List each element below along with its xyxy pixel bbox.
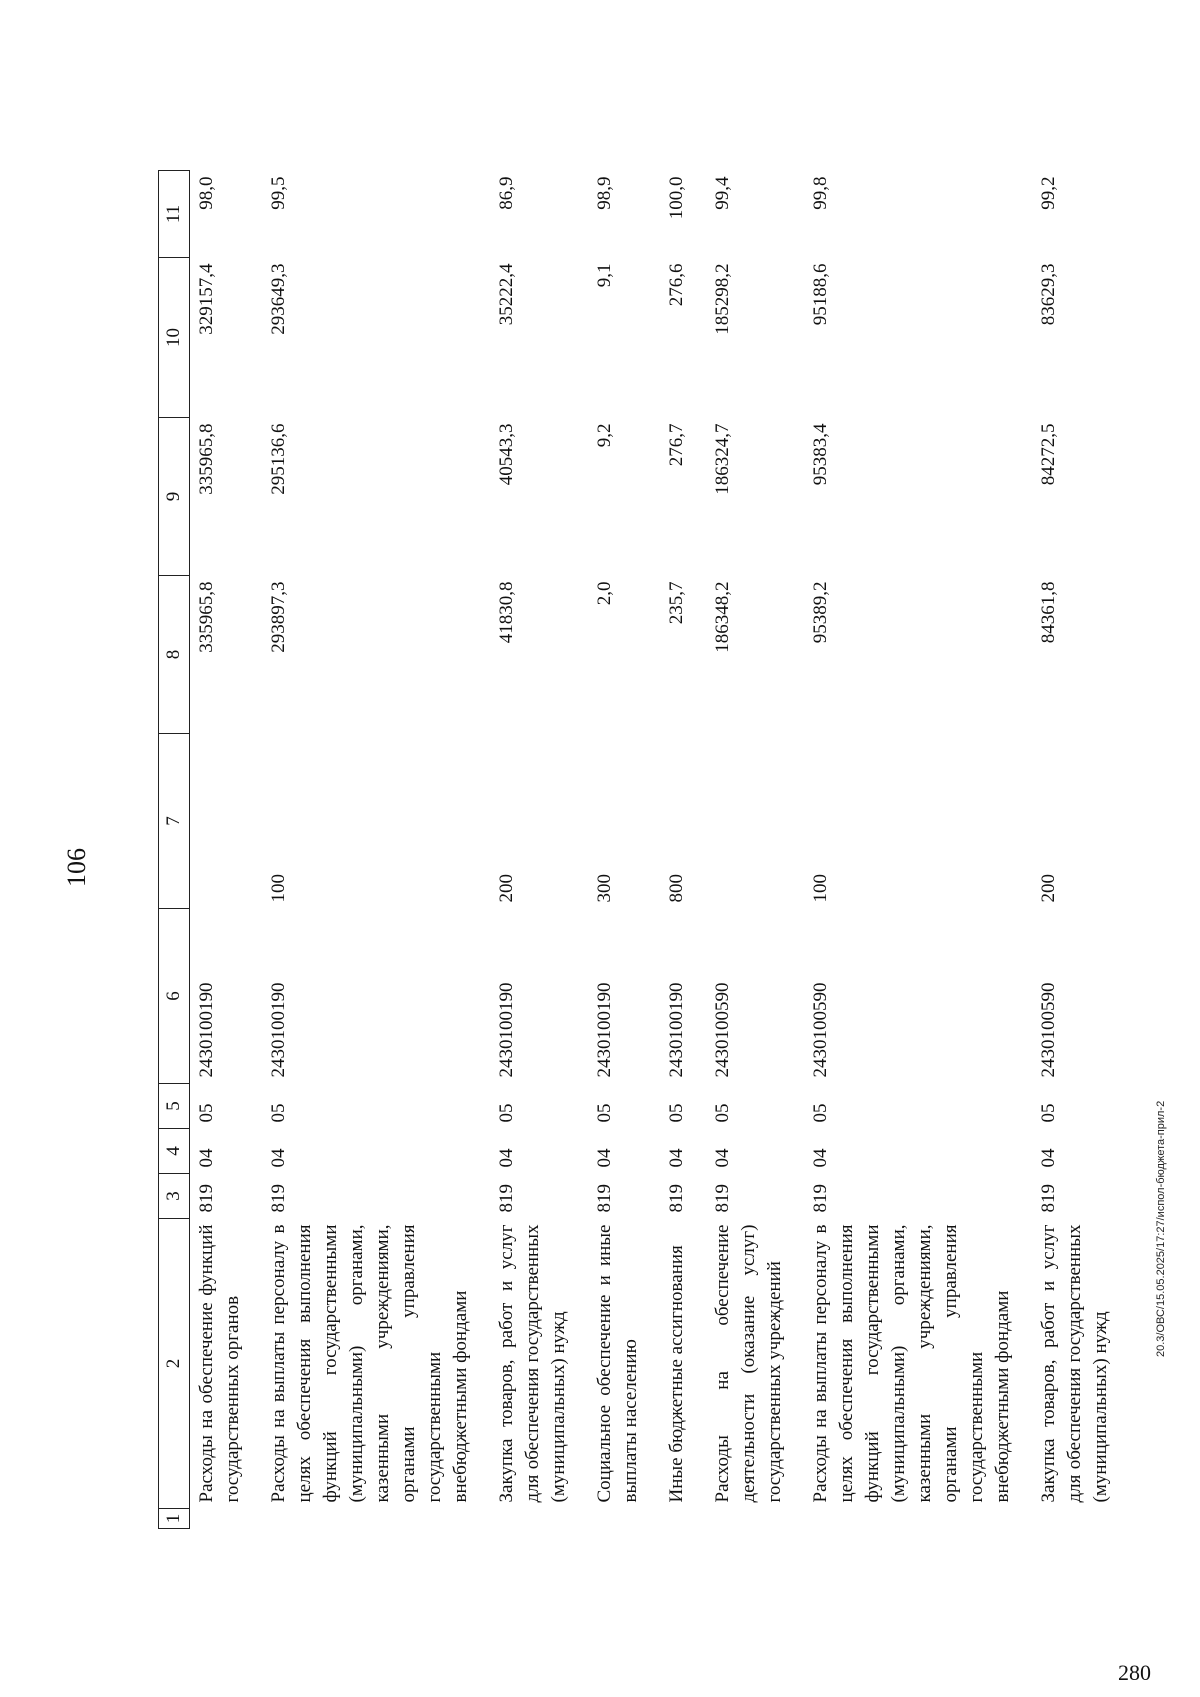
cell-c3: 819 [666, 1184, 687, 1213]
cell-c4: 04 [1038, 1148, 1059, 1168]
cell-c10: 293649,3 [268, 263, 289, 335]
row-description: Иные бюджетные ассигнования [666, 1245, 687, 1503]
cell-c5: 05 [496, 1103, 517, 1123]
cell-c3: 819 [810, 1184, 831, 1213]
cell-c6: 2430100590 [1038, 982, 1059, 1078]
cell-c11: 98,0 [196, 176, 217, 210]
row-description: Расходы на обеспечение деятельности (оказание услуг) государственных учреждений [712, 1224, 785, 1503]
footer-file-path: 20.3/ОВС/15.05.2025/17:27/испол-бюджета-прил-2 [1155, 1100, 1167, 1357]
cell-c6: 2430100590 [810, 982, 831, 1078]
cell-c11: 98,9 [594, 176, 615, 210]
cell-c3: 819 [196, 1184, 217, 1213]
cell-c7: 800 [666, 874, 687, 903]
col-header-5: 5 [159, 1084, 190, 1129]
cell-c10: 95188,6 [810, 263, 831, 326]
row-description: Социальное обеспечение и иные выплаты населению [594, 1224, 641, 1503]
cell-c8: 293897,3 [268, 581, 289, 653]
cell-c9: 186324,7 [712, 423, 733, 495]
col-header-3: 3 [159, 1174, 190, 1219]
table-row [490, 171, 588, 1529]
cell-c7: 100 [810, 874, 831, 903]
cell-c7 [706, 734, 804, 909]
col-header-9: 9 [159, 418, 190, 576]
cell-c10: 35222,4 [496, 263, 517, 326]
cell-c11: 99,8 [810, 176, 831, 210]
cell-c3: 819 [594, 1184, 615, 1213]
col-header-11: 11 [159, 171, 190, 258]
cell-c5: 05 [268, 1103, 289, 1123]
cell-c9: 276,7 [666, 423, 687, 467]
cell-c6: 2430100190 [196, 982, 217, 1078]
cell-c5: 05 [196, 1103, 217, 1123]
cell-c4: 04 [268, 1148, 289, 1168]
table-row [190, 171, 263, 1529]
cell-c4: 04 [712, 1148, 733, 1168]
row-description: Расходы на выплаты персоналу в целях обеспечения выполнения функций государственными (муниципальными) органами, казенными учреждениями, органами управления государственными внебюджетными фондами [810, 1224, 1013, 1503]
cell-c8: 2,0 [594, 581, 615, 606]
cell-c3: 819 [1038, 1184, 1059, 1213]
cell-c4: 04 [594, 1148, 615, 1168]
cell-c9: 335965,8 [196, 423, 217, 495]
col-header-1: 1 [159, 1509, 190, 1529]
header-row [159, 171, 190, 1529]
cell-c8: 84361,8 [1038, 581, 1059, 644]
cell-c3: 819 [712, 1184, 733, 1213]
cell-c4: 04 [666, 1148, 687, 1168]
col-header-8: 8 [159, 576, 190, 734]
col-header-4: 4 [159, 1129, 190, 1174]
page-number-bottom: 280 [1118, 1660, 1151, 1685]
table-row [706, 171, 804, 1529]
cell-c8: 335965,8 [196, 581, 217, 653]
cell-c5: 05 [712, 1103, 733, 1123]
cell-c8: 41830,8 [496, 581, 517, 644]
cell-c9: 84272,5 [1038, 423, 1059, 486]
cell-c9: 295136,6 [268, 423, 289, 495]
cell-c9: 40543,3 [496, 423, 517, 486]
cell-c5: 05 [810, 1103, 831, 1123]
cell-c7 [190, 734, 263, 909]
cell-c7: 300 [594, 874, 615, 903]
table-row [262, 171, 490, 1529]
cell-c9: 9,2 [594, 423, 615, 448]
cell-c10: 185298,2 [712, 263, 733, 335]
cell-c9: 95383,4 [810, 423, 831, 486]
cell-c8: 95389,2 [810, 581, 831, 644]
cell-c11: 100,0 [666, 176, 687, 220]
row-description: Закупка товаров, работ и услуг для обеспечения государственных (муниципальных) нужд [496, 1224, 569, 1503]
cell-c10: 276,6 [666, 263, 687, 307]
cell-c4: 04 [496, 1148, 517, 1168]
cell-c7: 100 [268, 874, 289, 903]
col-header-2: 2 [159, 1219, 190, 1509]
cell-c7: 200 [1038, 874, 1059, 903]
cell-c11: 99,2 [1038, 176, 1059, 210]
cell-c4: 04 [810, 1148, 831, 1168]
table-row [804, 171, 1032, 1529]
cell-c11: 99,5 [268, 176, 289, 210]
cell-c8: 235,7 [666, 581, 687, 625]
col-header-7: 7 [159, 734, 190, 909]
cell-c5: 05 [1038, 1103, 1059, 1123]
table-row [660, 171, 706, 1529]
cell-c6: 2430100190 [496, 982, 517, 1078]
cell-c11: 99,4 [712, 176, 733, 210]
cell-c11: 86,9 [496, 176, 517, 210]
cell-c10: 9,1 [594, 263, 615, 288]
page-number-top: 106 [62, 848, 91, 887]
col-header-6: 6 [159, 909, 190, 1084]
cell-c10: 83629,3 [1038, 263, 1059, 326]
budget-execution-table [158, 170, 1130, 1529]
cell-c6: 2430100190 [594, 982, 615, 1078]
col-header-10: 10 [159, 258, 190, 418]
cell-c6: 2430100190 [268, 982, 289, 1078]
table-row [1032, 171, 1130, 1529]
cell-c5: 05 [666, 1103, 687, 1123]
row-description: Расходы на выплаты персоналу в целях обеспечения выполнения функций государственными (муниципальными) органами, казенными учреждениями, органами управления государственными внебюджетными фондами [268, 1224, 471, 1503]
cell-c6: 2430100590 [712, 982, 733, 1078]
cell-c6: 2430100190 [666, 982, 687, 1078]
row-description: Закупка товаров, работ и услуг для обеспечения государственных (муниципальных) нужд [1038, 1224, 1111, 1503]
cell-c8: 186348,2 [712, 581, 733, 653]
cell-c5: 05 [594, 1103, 615, 1123]
cell-c10: 329157,4 [196, 263, 217, 335]
cell-c3: 819 [268, 1184, 289, 1213]
table-row [588, 171, 660, 1529]
row-description: Расходы на обеспечение функций государственных органов [196, 1224, 243, 1503]
cell-c3: 819 [496, 1184, 517, 1213]
cell-c4: 04 [196, 1148, 217, 1168]
cell-c7: 200 [496, 874, 517, 903]
